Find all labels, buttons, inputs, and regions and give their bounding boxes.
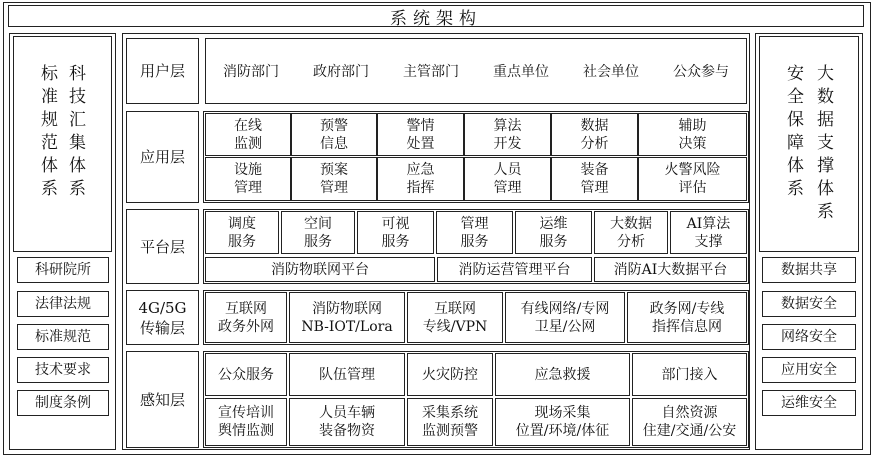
left-item-tech-req: 技术要求 <box>17 357 109 383</box>
transport-layer-label-1: 4G/5G <box>138 298 187 317</box>
sense-collection-system: 采集系统 监测预警 <box>407 398 493 446</box>
platform-fire-ops-mgmt: 消防运营管理平台 <box>437 257 592 282</box>
sense-fire-prevention: 火灾防控 <box>407 353 493 396</box>
right-item-app-security: 应用安全 <box>762 357 856 383</box>
platform-ops-service: 运维 服务 <box>515 211 592 254</box>
app-online-monitor: 在线 监测 <box>205 113 291 156</box>
transport-fire-iot: 消防物联网 NB-IOT/Lora <box>289 292 405 343</box>
platform-fire-iot: 消防物联网平台 <box>205 257 435 282</box>
sense-emergency-rescue: 应急救援 <box>495 353 630 396</box>
app-emergency-command: 应急 指挥 <box>377 157 464 201</box>
app-fire-risk-eval: 火警风险 评估 <box>638 157 747 201</box>
platform-mgmt-service: 管理 服务 <box>436 211 513 254</box>
app-alert-handling: 警情 处置 <box>377 113 464 156</box>
right-vertical-text-bigdata: 大数据支撑体系 <box>813 64 833 225</box>
page-title: 系统架构 <box>8 5 864 27</box>
left-vertical-box <box>13 36 112 252</box>
left-vertical-text-tech: 科技汇集体系 <box>65 64 85 202</box>
user-key-units: 重点单位 <box>493 64 549 80</box>
platform-bigdata-analysis: 大数据 分析 <box>594 211 668 254</box>
app-personnel-mgmt: 人员 管理 <box>464 157 551 201</box>
user-authority-dept: 主管部门 <box>403 64 459 80</box>
layer-label-transport <box>126 290 199 345</box>
app-layer-label: 应用层 <box>139 148 185 166</box>
right-vertical-box <box>759 36 859 252</box>
right-item-data-share: 数据共享 <box>762 257 856 283</box>
sense-team-mgmt: 队伍管理 <box>289 353 405 396</box>
app-warning-info: 预警 信息 <box>291 113 377 156</box>
platform-visual-service: 可视 服务 <box>357 211 434 254</box>
left-item-law: 法律法规 <box>17 291 109 317</box>
transport-wired-satellite: 有线网络/专网 卫星/公网 <box>505 292 625 343</box>
transport-layer-label-2: 传输层 <box>139 318 185 337</box>
transport-internet-vpn: 互联网 专线/VPN <box>407 292 503 343</box>
app-plan-mgmt: 预案 管理 <box>291 157 377 201</box>
right-vertical-text-security: 安全保障体系 <box>783 64 803 202</box>
right-item-ops-security: 运维安全 <box>762 390 856 416</box>
left-item-research: 科研院所 <box>17 257 109 283</box>
app-equipment-mgmt: 装备 管理 <box>551 157 638 201</box>
transport-gov-command: 政务网/专线 指挥信息网 <box>627 292 747 343</box>
sense-layer-label: 感知层 <box>139 390 185 409</box>
platform-layer-label: 平台层 <box>139 237 185 256</box>
user-fire-dept: 消防部门 <box>223 64 279 80</box>
user-social-units: 社会单位 <box>583 64 639 80</box>
platform-fire-ai-bigdata: 消防AI大数据平台 <box>594 257 747 282</box>
layer-label-user <box>126 38 199 104</box>
sense-public-service: 公众服务 <box>205 353 287 396</box>
layer-label-app <box>126 111 199 203</box>
user-layer-row <box>205 38 747 104</box>
sense-field-collection: 现场采集 位置/环境/体征 <box>495 398 630 446</box>
platform-spatial-service: 空间 服务 <box>281 211 355 254</box>
platform-ai-algorithm: AI算法 支撑 <box>670 211 747 254</box>
user-gov-dept: 政府部门 <box>313 64 369 80</box>
sense-natural-resources: 自然资源 住建/交通/公安 <box>632 398 747 446</box>
user-public: 公众参与 <box>673 64 729 80</box>
layer-label-sense <box>126 351 199 448</box>
app-facility-mgmt: 设施 管理 <box>205 157 291 201</box>
layer-label-platform <box>126 209 199 284</box>
transport-internet-gov: 互联网 政务外网 <box>205 292 287 343</box>
sense-personnel-vehicle: 人员车辆 装备物资 <box>289 398 405 446</box>
left-item-standard: 标准规范 <box>17 324 109 350</box>
app-decision-support: 辅助 决策 <box>638 113 747 156</box>
left-vertical-text-standard: 标准规范体系 <box>37 64 57 202</box>
app-algorithm-dev: 算法 开发 <box>464 113 551 156</box>
sense-dept-access: 部门接入 <box>632 353 747 396</box>
user-layer-label: 用户层 <box>139 62 185 80</box>
sense-training-opinion: 宣传培训 舆情监测 <box>205 398 287 446</box>
right-item-data-security: 数据安全 <box>762 291 856 317</box>
left-item-rules: 制度条例 <box>17 390 109 416</box>
right-item-network-security: 网络安全 <box>762 324 856 350</box>
app-data-analysis: 数据 分析 <box>551 113 638 156</box>
platform-dispatch-service: 调度 服务 <box>205 211 279 254</box>
